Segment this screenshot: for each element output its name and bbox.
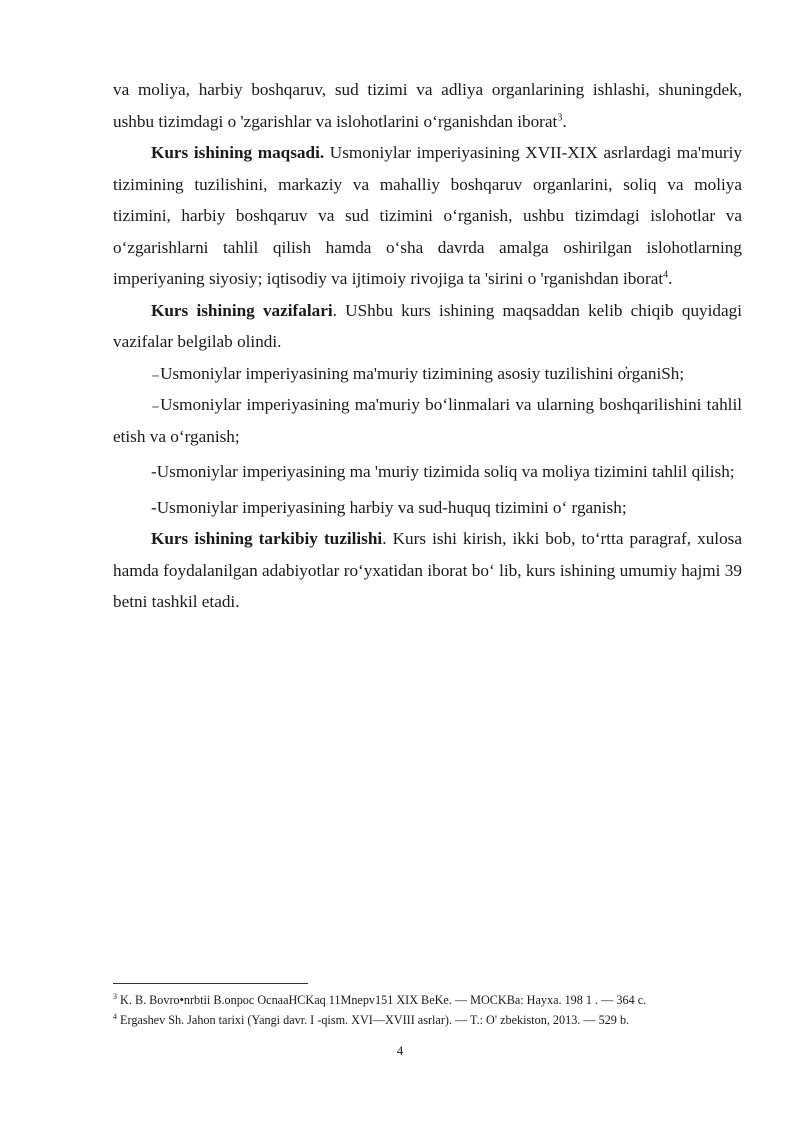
tasks-heading: Kurs ishining vazifalari	[151, 300, 333, 320]
goal-heading: Kurs ishining maqsadi.	[151, 143, 325, 162]
task-item: -Usmoniylar imperiyasining harbiy va sud-huquq tizimini o‘ rganish;	[151, 497, 627, 517]
structure-text: . Kurs ishi kirish, ikki bob, to‘rtta paragraf, xulosa hamda foydalanilgan adabiyotlar ro‘yxatidan iborat bo‘ lib, kurs ishining umumiy hajmi 39 betni tashkil etadi.	[113, 529, 742, 611]
structure-heading: Kurs ishining tarkibiy tuzilishi	[151, 529, 383, 548]
footnote-text: K. B. Bovro•nrbtii B.onpoc OcnaaHCKaq 11Mnepv151 XIX BeKe. — MOCKBa: Hayxa. 198 1 . — 364 c.	[117, 993, 647, 1007]
footnote	[113, 990, 753, 1010]
task-item: -Usmoniylar imperiyasining ma 'muriy tizimida soliq va moliya tizimini tahlil qilish;	[151, 462, 735, 481]
goal-paragraph	[113, 137, 742, 295]
paragraph-text: va moliya, harbiy boshqaruv, sud tizimi va adliya organlarining ishlashi, shuningdek, ushbu tizimdagi o 'zgarishlar va islohotlarini o‘rganishdan iborat	[113, 80, 742, 131]
goal-text: Usmoniylar imperiyasining XVII-XIX asrlardagi ma'muriy tizimining tuzilishini, markaziy va mahalliy boshqaruv organlarini, soliq va moliya tizimini, harbiy boshqaruv va sud tizimini o‘rganish, ushbu tizimdagi islohotlar va o‘zgarishlarni tahlil qilish hamda o‘sha davrda amalga oshirilgan islohotlarning imperiyaning siyosiy; iqtisodiy va ijtimoiy rivojiga ta 'sirini o 'rganishdan iborat	[113, 143, 743, 288]
paragraph-end: .	[562, 111, 567, 131]
main-text	[113, 74, 742, 618]
tasks-paragraph	[113, 295, 742, 358]
footnote-number: 4	[113, 1011, 117, 1021]
page-number: 4	[396, 1043, 404, 1058]
task-item: ₋Usmoniylar imperiyasining ma'muriy bo‘linmalari va ularning boshqarilishini tahlil etish va o‘rganish;	[113, 395, 742, 446]
footnote-ref-4: 4	[663, 269, 669, 281]
task-item: ₋Usmoniylar imperiyasining ma'muriy tizimining asosiy tuzilishini o̓rganiSh;	[151, 363, 685, 383]
footnote	[113, 1010, 753, 1030]
paragraph-end: .	[668, 269, 673, 288]
footnotes	[113, 990, 753, 1030]
structure-paragraph	[113, 523, 742, 618]
footnote-separator	[113, 983, 308, 984]
footnote-text: Ergashev Sh. Jahon tarixi (Yangi davr. I -qism. XVI—XVIII asrlar). — T.: O' zbekiston, 2013. — 529 b.	[117, 1013, 630, 1027]
footnote-ref-3: 3	[557, 111, 563, 123]
tasks-text: . UShbu kurs ishining maqsaddan kelib chiqib quyidagi vazifalar belgilab olindi.	[113, 300, 742, 351]
intro-paragraph	[113, 74, 742, 137]
footnote-number: 3	[113, 991, 117, 1001]
